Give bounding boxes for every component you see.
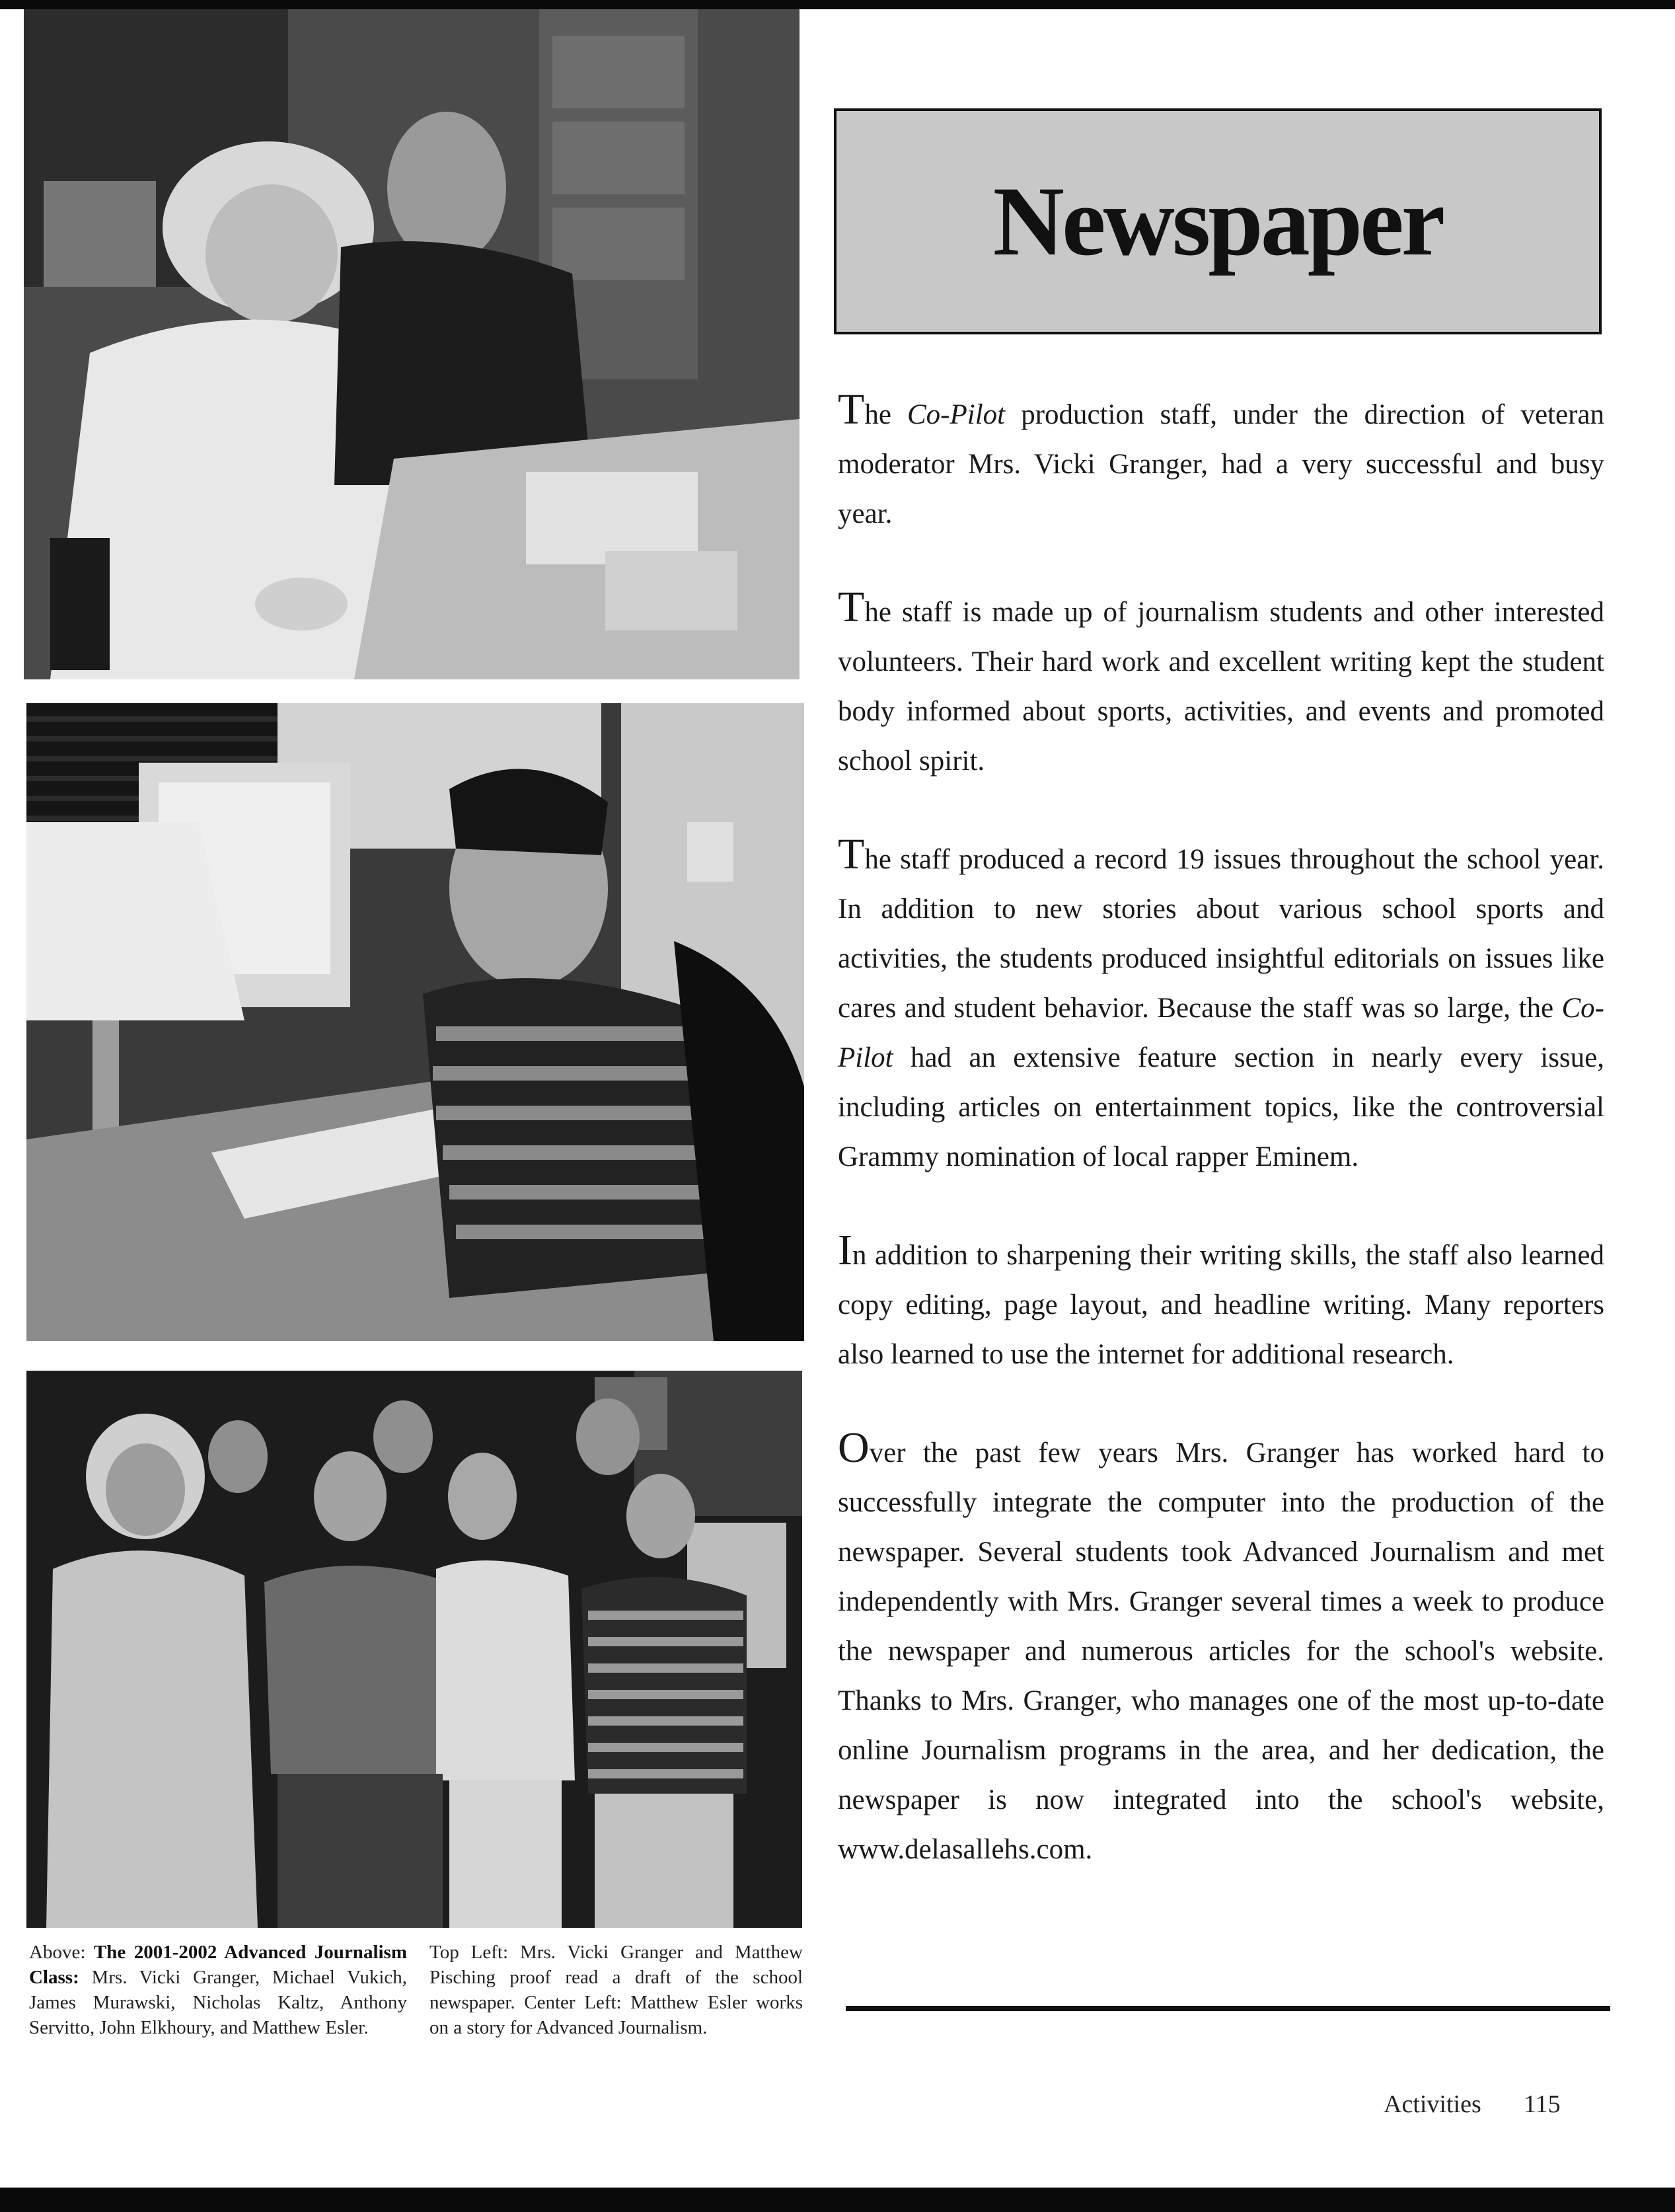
top-border [0, 0, 1675, 9]
publication-name: Co-Pilot [907, 399, 1006, 430]
photo-teacher-and-student-at-desk [24, 9, 800, 679]
paragraph-text: he staff produced a record 19 issues throughout the school year. In addition to new stories about various school sports and activities, the students produced insightful editorials on issues like cares and student behavior. Because the staff was so large, the [838, 844, 1604, 1024]
bottom-border [0, 2188, 1675, 2212]
paragraph-text: production staff, under the direction of veteran moderator Mrs. Vicki Granger, had a very successful and busy year. [838, 399, 1604, 529]
caption-top-and-center-photos: Top Left: Mrs. Vicki Granger and Matthew Pisching proof read a draft of the school newspaper. Center Left: Matthew Esler works on a story for Advanced Journalism. [429, 1942, 803, 2038]
photo-journalism-class-group [26, 1371, 802, 1928]
caption-prefix: Above: [29, 1942, 94, 1963]
dropcap: T [838, 583, 865, 631]
article-paragraph-4 [838, 1226, 1604, 1379]
article-paragraph-3 [838, 830, 1604, 1182]
dropcap: O [838, 1424, 870, 1472]
title-banner [834, 108, 1602, 334]
footer-section-name: Activities [1384, 2090, 1481, 2118]
paragraph-text: he staff is made up of journalism students and other interested volunteers. Their hard work and excellent writing kept the student body informed about sports, activities, and events and promoted school spirit. [838, 597, 1604, 777]
publication-name: Co-Pilot [838, 993, 1604, 1073]
caption-group-photo [29, 1940, 407, 2040]
caption-text: Mrs. Vicki Granger, Michael Vukich, James Murawski, Nicholas Kaltz, Anthony Servitto, John Elkhoury, and Matthew Esler. [29, 1967, 407, 2038]
paragraph-text: he [864, 399, 907, 430]
article-paragraph-2 [838, 583, 1604, 786]
dropcap: T [838, 830, 865, 878]
page-number: 115 [1524, 2090, 1561, 2118]
article-paragraph-1 [838, 385, 1604, 539]
photo-student-at-computer [26, 703, 804, 1341]
paragraph-text: n addition to sharpening their writing skills, the staff also learned copy editing, page layout, and headline writing. Many reporters also learned to use the internet for additional research. [838, 1240, 1604, 1370]
paragraph-text: ver the past few years Mrs. Granger has worked hard to successfully integrate the computer into the production of the newspaper. Several students took Advanced Journalism and met independently with Mrs. Granger several times a week to produce the newspaper and numerous articles for the school's website. Thanks to Mrs. Granger, who manages one of the most up-to-date online Journalism programs in the area, and her dedication, the newspaper is now integrated into the school's website, www.delasallehs.com. [838, 1437, 1604, 1865]
page-title: Newspaper [992, 167, 1443, 276]
dropcap: I [838, 1226, 852, 1274]
paragraph-text: had an extensive feature section in nearly every issue, including articles on entertainment topics, like the controversial Grammy nomination of local rapper Eminem. [838, 1042, 1604, 1172]
caption-heading: The 2001-2002 Advanced Journalism Class: [29, 1942, 407, 1988]
article-body [838, 385, 1604, 1874]
dropcap: T [838, 385, 865, 434]
article-paragraph-5 [838, 1424, 1604, 1874]
divider-rule [846, 2006, 1610, 2011]
